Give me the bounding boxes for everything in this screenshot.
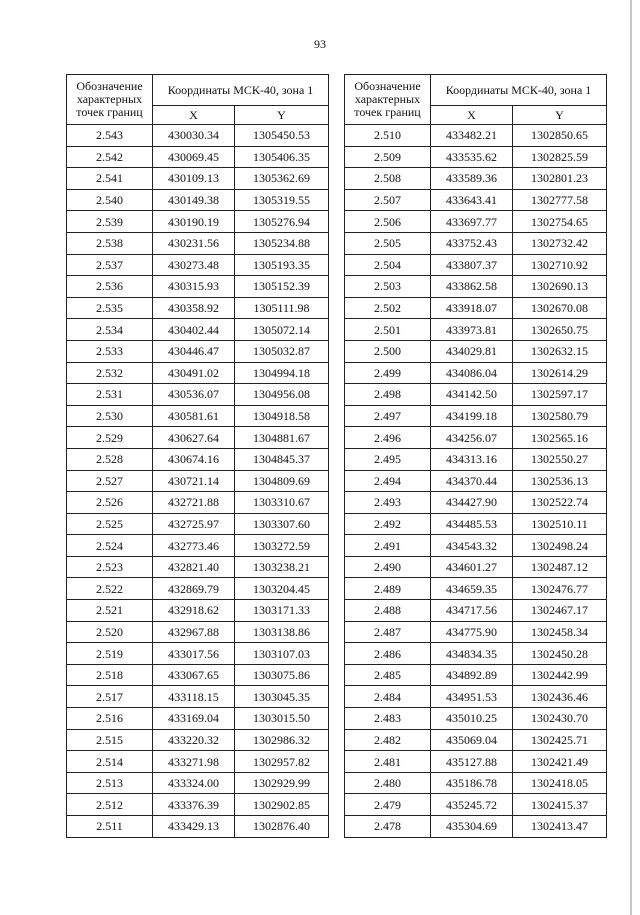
x-coordinate-cell: 434256.07: [431, 427, 513, 449]
table-row: [67, 492, 329, 514]
table-row: [67, 686, 329, 708]
x-coordinate-cell: 432725.97: [153, 513, 235, 535]
x-coordinate-cell: 430536.07: [153, 384, 235, 406]
y-coordinate-cell: 1302732.42: [513, 232, 607, 254]
table-row: [345, 643, 607, 665]
y-coordinate-cell: 1302415.37: [513, 794, 607, 816]
table-row: [67, 232, 329, 254]
point-id-cell: 2.524: [67, 535, 153, 557]
point-id-cell: 2.533: [67, 340, 153, 362]
point-id-cell: 2.527: [67, 470, 153, 492]
table-row: [67, 211, 329, 233]
table-row: [345, 492, 607, 514]
y-coordinate-cell: 1302801.23: [513, 168, 607, 190]
table-row: [67, 448, 329, 470]
x-coordinate-cell: 434485.53: [431, 513, 513, 535]
table-row: [67, 578, 329, 600]
y-coordinate-cell: 1304918.58: [235, 405, 329, 427]
coordinates-table-left: [66, 74, 329, 838]
x-coordinate-cell: 430721.14: [153, 470, 235, 492]
table-row: [345, 319, 607, 341]
point-id-cell: 2.505: [345, 232, 431, 254]
point-id-cell: 2.535: [67, 297, 153, 319]
x-coordinate-cell: 434086.04: [431, 362, 513, 384]
y-coordinate-cell: 1303138.86: [235, 621, 329, 643]
table-row: [345, 686, 607, 708]
table-row: [345, 340, 607, 362]
y-coordinate-cell: 1302825.59: [513, 146, 607, 168]
header-x: X: [431, 106, 513, 125]
point-id-cell: 2.497: [345, 405, 431, 427]
header-point-label: Обозначение характерных точек границ: [67, 75, 153, 125]
table-row: [345, 729, 607, 751]
y-coordinate-cell: 1303310.67: [235, 492, 329, 514]
y-coordinate-cell: 1302510.11: [513, 513, 607, 535]
x-coordinate-cell: 434601.27: [431, 556, 513, 578]
x-coordinate-cell: 430581.61: [153, 405, 235, 427]
y-coordinate-cell: 1302650.75: [513, 319, 607, 341]
point-id-cell: 2.508: [345, 168, 431, 190]
point-id-cell: 2.506: [345, 211, 431, 233]
x-coordinate-cell: 430190.19: [153, 211, 235, 233]
table-row: [67, 600, 329, 622]
y-coordinate-cell: 1302430.70: [513, 708, 607, 730]
point-id-cell: 2.490: [345, 556, 431, 578]
x-coordinate-cell: 433324.00: [153, 772, 235, 794]
table-row: [345, 794, 607, 816]
y-coordinate-cell: 1302413.47: [513, 816, 607, 838]
x-coordinate-cell: 430627.64: [153, 427, 235, 449]
x-coordinate-cell: 433918.07: [431, 297, 513, 319]
y-coordinate-cell: 1302442.99: [513, 664, 607, 686]
y-coordinate-cell: 1305111.98: [235, 297, 329, 319]
x-coordinate-cell: 430030.34: [153, 125, 235, 147]
y-coordinate-cell: 1302929.99: [235, 772, 329, 794]
table-row: [67, 794, 329, 816]
point-id-cell: 2.511: [67, 816, 153, 838]
x-coordinate-cell: 430273.48: [153, 254, 235, 276]
point-id-cell: 2.528: [67, 448, 153, 470]
y-coordinate-cell: 1305362.69: [235, 168, 329, 190]
y-coordinate-cell: 1302476.77: [513, 578, 607, 600]
point-id-cell: 2.489: [345, 578, 431, 600]
table-row: [67, 362, 329, 384]
y-coordinate-cell: 1305032.87: [235, 340, 329, 362]
table-row: [345, 384, 607, 406]
x-coordinate-cell: 433752.43: [431, 232, 513, 254]
table-row: [67, 168, 329, 190]
x-coordinate-cell: 433697.77: [431, 211, 513, 233]
x-coordinate-cell: 434892.89: [431, 664, 513, 686]
y-coordinate-cell: 1302418.05: [513, 772, 607, 794]
y-coordinate-cell: 1302425.71: [513, 729, 607, 751]
x-coordinate-cell: 435186.78: [431, 772, 513, 794]
x-coordinate-cell: 433643.41: [431, 189, 513, 211]
x-coordinate-cell: 433589.36: [431, 168, 513, 190]
x-coordinate-cell: 433376.39: [153, 794, 235, 816]
table-row: [67, 556, 329, 578]
point-id-cell: 2.480: [345, 772, 431, 794]
x-coordinate-cell: 433271.98: [153, 751, 235, 773]
y-coordinate-cell: 1305276.94: [235, 211, 329, 233]
point-id-cell: 2.498: [345, 384, 431, 406]
point-id-cell: 2.484: [345, 686, 431, 708]
table-row: [345, 211, 607, 233]
x-coordinate-cell: 434659.35: [431, 578, 513, 600]
header-y: Y: [235, 106, 329, 125]
x-coordinate-cell: 433118.15: [153, 686, 235, 708]
table-row: [67, 729, 329, 751]
x-coordinate-cell: 432869.79: [153, 578, 235, 600]
y-coordinate-cell: 1302754.65: [513, 211, 607, 233]
table-row: [345, 448, 607, 470]
y-coordinate-cell: 1302597.17: [513, 384, 607, 406]
point-id-cell: 2.487: [345, 621, 431, 643]
table-row: [345, 664, 607, 686]
point-id-cell: 2.500: [345, 340, 431, 362]
y-coordinate-cell: 1302876.40: [235, 816, 329, 838]
point-id-cell: 2.515: [67, 729, 153, 751]
point-id-cell: 2.501: [345, 319, 431, 341]
point-id-cell: 2.532: [67, 362, 153, 384]
point-id-cell: 2.516: [67, 708, 153, 730]
header-point-label: Обозначение характерных точек границ: [345, 75, 431, 125]
x-coordinate-cell: 430109.13: [153, 168, 235, 190]
x-coordinate-cell: 433067.65: [153, 664, 235, 686]
point-id-cell: 2.502: [345, 297, 431, 319]
y-coordinate-cell: 1302536.13: [513, 470, 607, 492]
table-row: [345, 535, 607, 557]
y-coordinate-cell: 1305152.39: [235, 276, 329, 298]
point-id-cell: 2.520: [67, 621, 153, 643]
x-coordinate-cell: 430402.44: [153, 319, 235, 341]
x-coordinate-cell: 434199.18: [431, 405, 513, 427]
point-id-cell: 2.539: [67, 211, 153, 233]
x-coordinate-cell: 432821.40: [153, 556, 235, 578]
y-coordinate-cell: 1303204.45: [235, 578, 329, 600]
point-id-cell: 2.483: [345, 708, 431, 730]
point-id-cell: 2.513: [67, 772, 153, 794]
point-id-cell: 2.479: [345, 794, 431, 816]
y-coordinate-cell: 1303107.03: [235, 643, 329, 665]
y-coordinate-cell: 1305406.35: [235, 146, 329, 168]
x-coordinate-cell: 430231.56: [153, 232, 235, 254]
y-coordinate-cell: 1302986.32: [235, 729, 329, 751]
table-row: [345, 816, 607, 838]
table-row: [345, 362, 607, 384]
table-row: [345, 513, 607, 535]
scan-edge-line: [630, 0, 632, 915]
y-coordinate-cell: 1302550.27: [513, 448, 607, 470]
y-coordinate-cell: 1302614.29: [513, 362, 607, 384]
y-coordinate-cell: 1302565.16: [513, 427, 607, 449]
y-coordinate-cell: 1302670.08: [513, 297, 607, 319]
y-coordinate-cell: 1303171.33: [235, 600, 329, 622]
table-row: [67, 816, 329, 838]
point-id-cell: 2.485: [345, 664, 431, 686]
y-coordinate-cell: 1305234.88: [235, 232, 329, 254]
table-row: [67, 708, 329, 730]
y-coordinate-cell: 1305072.14: [235, 319, 329, 341]
y-coordinate-cell: 1302710.92: [513, 254, 607, 276]
point-id-cell: 2.481: [345, 751, 431, 773]
table-row: [345, 751, 607, 773]
x-coordinate-cell: 432721.88: [153, 492, 235, 514]
table-row: [67, 254, 329, 276]
point-id-cell: 2.486: [345, 643, 431, 665]
x-coordinate-cell: 435010.25: [431, 708, 513, 730]
table-row: [67, 125, 329, 147]
point-id-cell: 2.478: [345, 816, 431, 838]
y-coordinate-cell: 1303307.60: [235, 513, 329, 535]
table-row: [67, 405, 329, 427]
point-id-cell: 2.542: [67, 146, 153, 168]
x-coordinate-cell: 434370.44: [431, 470, 513, 492]
point-id-cell: 2.494: [345, 470, 431, 492]
header-coord-group: Координаты МСК-40, зона 1: [153, 75, 329, 106]
point-id-cell: 2.543: [67, 125, 153, 147]
table-row: [67, 643, 329, 665]
x-coordinate-cell: 430069.45: [153, 146, 235, 168]
x-coordinate-cell: 435127.88: [431, 751, 513, 773]
table-body-right: [345, 125, 607, 838]
table-row: [67, 427, 329, 449]
table-row: [345, 297, 607, 319]
x-coordinate-cell: 432773.46: [153, 535, 235, 557]
table-row: [67, 146, 329, 168]
x-coordinate-cell: 433017.56: [153, 643, 235, 665]
y-coordinate-cell: 1302777.58: [513, 189, 607, 211]
x-coordinate-cell: 432918.62: [153, 600, 235, 622]
point-id-cell: 2.510: [345, 125, 431, 147]
x-coordinate-cell: 433807.37: [431, 254, 513, 276]
x-coordinate-cell: 433169.04: [153, 708, 235, 730]
point-id-cell: 2.521: [67, 600, 153, 622]
x-coordinate-cell: 433220.32: [153, 729, 235, 751]
table-row: [67, 621, 329, 643]
x-coordinate-cell: 434717.56: [431, 600, 513, 622]
point-id-cell: 2.526: [67, 492, 153, 514]
point-id-cell: 2.491: [345, 535, 431, 557]
point-id-cell: 2.518: [67, 664, 153, 686]
y-coordinate-cell: 1304845.37: [235, 448, 329, 470]
table-row: [345, 232, 607, 254]
table-row: [345, 708, 607, 730]
x-coordinate-cell: 430674.16: [153, 448, 235, 470]
table-row: [67, 535, 329, 557]
point-id-cell: 2.522: [67, 578, 153, 600]
y-coordinate-cell: 1304994.18: [235, 362, 329, 384]
table-row: [67, 340, 329, 362]
point-id-cell: 2.496: [345, 427, 431, 449]
point-id-cell: 2.499: [345, 362, 431, 384]
x-coordinate-cell: 433429.13: [153, 816, 235, 838]
header-coord-group: Координаты МСК-40, зона 1: [431, 75, 607, 106]
x-coordinate-cell: 434775.90: [431, 621, 513, 643]
point-id-cell: 2.509: [345, 146, 431, 168]
point-id-cell: 2.514: [67, 751, 153, 773]
table-row: [345, 405, 607, 427]
y-coordinate-cell: 1302632.15: [513, 340, 607, 362]
x-coordinate-cell: 435304.69: [431, 816, 513, 838]
x-coordinate-cell: 434142.50: [431, 384, 513, 406]
y-coordinate-cell: 1303075.86: [235, 664, 329, 686]
x-coordinate-cell: 430446.47: [153, 340, 235, 362]
y-coordinate-cell: 1302421.49: [513, 751, 607, 773]
x-coordinate-cell: 434951.53: [431, 686, 513, 708]
table-row: [67, 772, 329, 794]
x-coordinate-cell: 434543.32: [431, 535, 513, 557]
table-row: [345, 254, 607, 276]
y-coordinate-cell: 1302690.13: [513, 276, 607, 298]
y-coordinate-cell: 1303238.21: [235, 556, 329, 578]
point-id-cell: 2.488: [345, 600, 431, 622]
page-number: 93: [314, 37, 326, 51]
y-coordinate-cell: 1304956.08: [235, 384, 329, 406]
x-coordinate-cell: 434029.81: [431, 340, 513, 362]
table-row: [67, 297, 329, 319]
table-row: [345, 168, 607, 190]
table-row: [345, 556, 607, 578]
coordinates-table-right: [344, 74, 607, 838]
point-id-cell: 2.523: [67, 556, 153, 578]
x-coordinate-cell: 433862.58: [431, 276, 513, 298]
table-row: [345, 772, 607, 794]
table-row: [67, 751, 329, 773]
y-coordinate-cell: 1305193.35: [235, 254, 329, 276]
y-coordinate-cell: 1302436.46: [513, 686, 607, 708]
x-coordinate-cell: 432967.88: [153, 621, 235, 643]
x-coordinate-cell: 435245.72: [431, 794, 513, 816]
y-coordinate-cell: 1303272.59: [235, 535, 329, 557]
point-id-cell: 2.507: [345, 189, 431, 211]
header-x: X: [153, 106, 235, 125]
point-id-cell: 2.503: [345, 276, 431, 298]
point-id-cell: 2.495: [345, 448, 431, 470]
table-row: [67, 513, 329, 535]
table-row: [345, 125, 607, 147]
point-id-cell: 2.534: [67, 319, 153, 341]
x-coordinate-cell: 430491.02: [153, 362, 235, 384]
table-row: [345, 427, 607, 449]
point-id-cell: 2.531: [67, 384, 153, 406]
x-coordinate-cell: 434313.16: [431, 448, 513, 470]
point-id-cell: 2.536: [67, 276, 153, 298]
point-id-cell: 2.493: [345, 492, 431, 514]
y-coordinate-cell: 1305319.55: [235, 189, 329, 211]
y-coordinate-cell: 1302450.28: [513, 643, 607, 665]
table-row: [345, 276, 607, 298]
x-coordinate-cell: 435069.04: [431, 729, 513, 751]
x-coordinate-cell: 430315.93: [153, 276, 235, 298]
point-id-cell: 2.519: [67, 643, 153, 665]
y-coordinate-cell: 1303015.50: [235, 708, 329, 730]
y-coordinate-cell: 1303045.35: [235, 686, 329, 708]
table-row: [67, 664, 329, 686]
x-coordinate-cell: 434427.90: [431, 492, 513, 514]
y-coordinate-cell: 1304809.69: [235, 470, 329, 492]
table-row: [345, 146, 607, 168]
point-id-cell: 2.482: [345, 729, 431, 751]
y-coordinate-cell: 1304881.67: [235, 427, 329, 449]
point-id-cell: 2.541: [67, 168, 153, 190]
x-coordinate-cell: 433535.62: [431, 146, 513, 168]
y-coordinate-cell: 1302580.79: [513, 405, 607, 427]
point-id-cell: 2.525: [67, 513, 153, 535]
point-id-cell: 2.530: [67, 405, 153, 427]
point-id-cell: 2.517: [67, 686, 153, 708]
x-coordinate-cell: 433482.21: [431, 125, 513, 147]
y-coordinate-cell: 1302498.24: [513, 535, 607, 557]
table-row: [67, 319, 329, 341]
table-body-left: [67, 125, 329, 838]
y-coordinate-cell: 1305450.53: [235, 125, 329, 147]
y-coordinate-cell: 1302957.82: [235, 751, 329, 773]
y-coordinate-cell: 1302467.17: [513, 600, 607, 622]
y-coordinate-cell: 1302902.85: [235, 794, 329, 816]
y-coordinate-cell: 1302850.65: [513, 125, 607, 147]
point-id-cell: 2.504: [345, 254, 431, 276]
table-row: [345, 470, 607, 492]
header-y: Y: [513, 106, 607, 125]
point-id-cell: 2.540: [67, 189, 153, 211]
point-id-cell: 2.512: [67, 794, 153, 816]
x-coordinate-cell: 434834.35: [431, 643, 513, 665]
point-id-cell: 2.492: [345, 513, 431, 535]
point-id-cell: 2.529: [67, 427, 153, 449]
x-coordinate-cell: 430149.38: [153, 189, 235, 211]
table-row: [345, 621, 607, 643]
table-row: [67, 189, 329, 211]
table-row: [345, 189, 607, 211]
x-coordinate-cell: 433973.81: [431, 319, 513, 341]
y-coordinate-cell: 1302458.34: [513, 621, 607, 643]
y-coordinate-cell: 1302487.12: [513, 556, 607, 578]
table-row: [345, 578, 607, 600]
point-id-cell: 2.537: [67, 254, 153, 276]
point-id-cell: 2.538: [67, 232, 153, 254]
x-coordinate-cell: 430358.92: [153, 297, 235, 319]
y-coordinate-cell: 1302522.74: [513, 492, 607, 514]
table-row: [67, 276, 329, 298]
table-row: [345, 600, 607, 622]
table-row: [67, 384, 329, 406]
table-row: [67, 470, 329, 492]
